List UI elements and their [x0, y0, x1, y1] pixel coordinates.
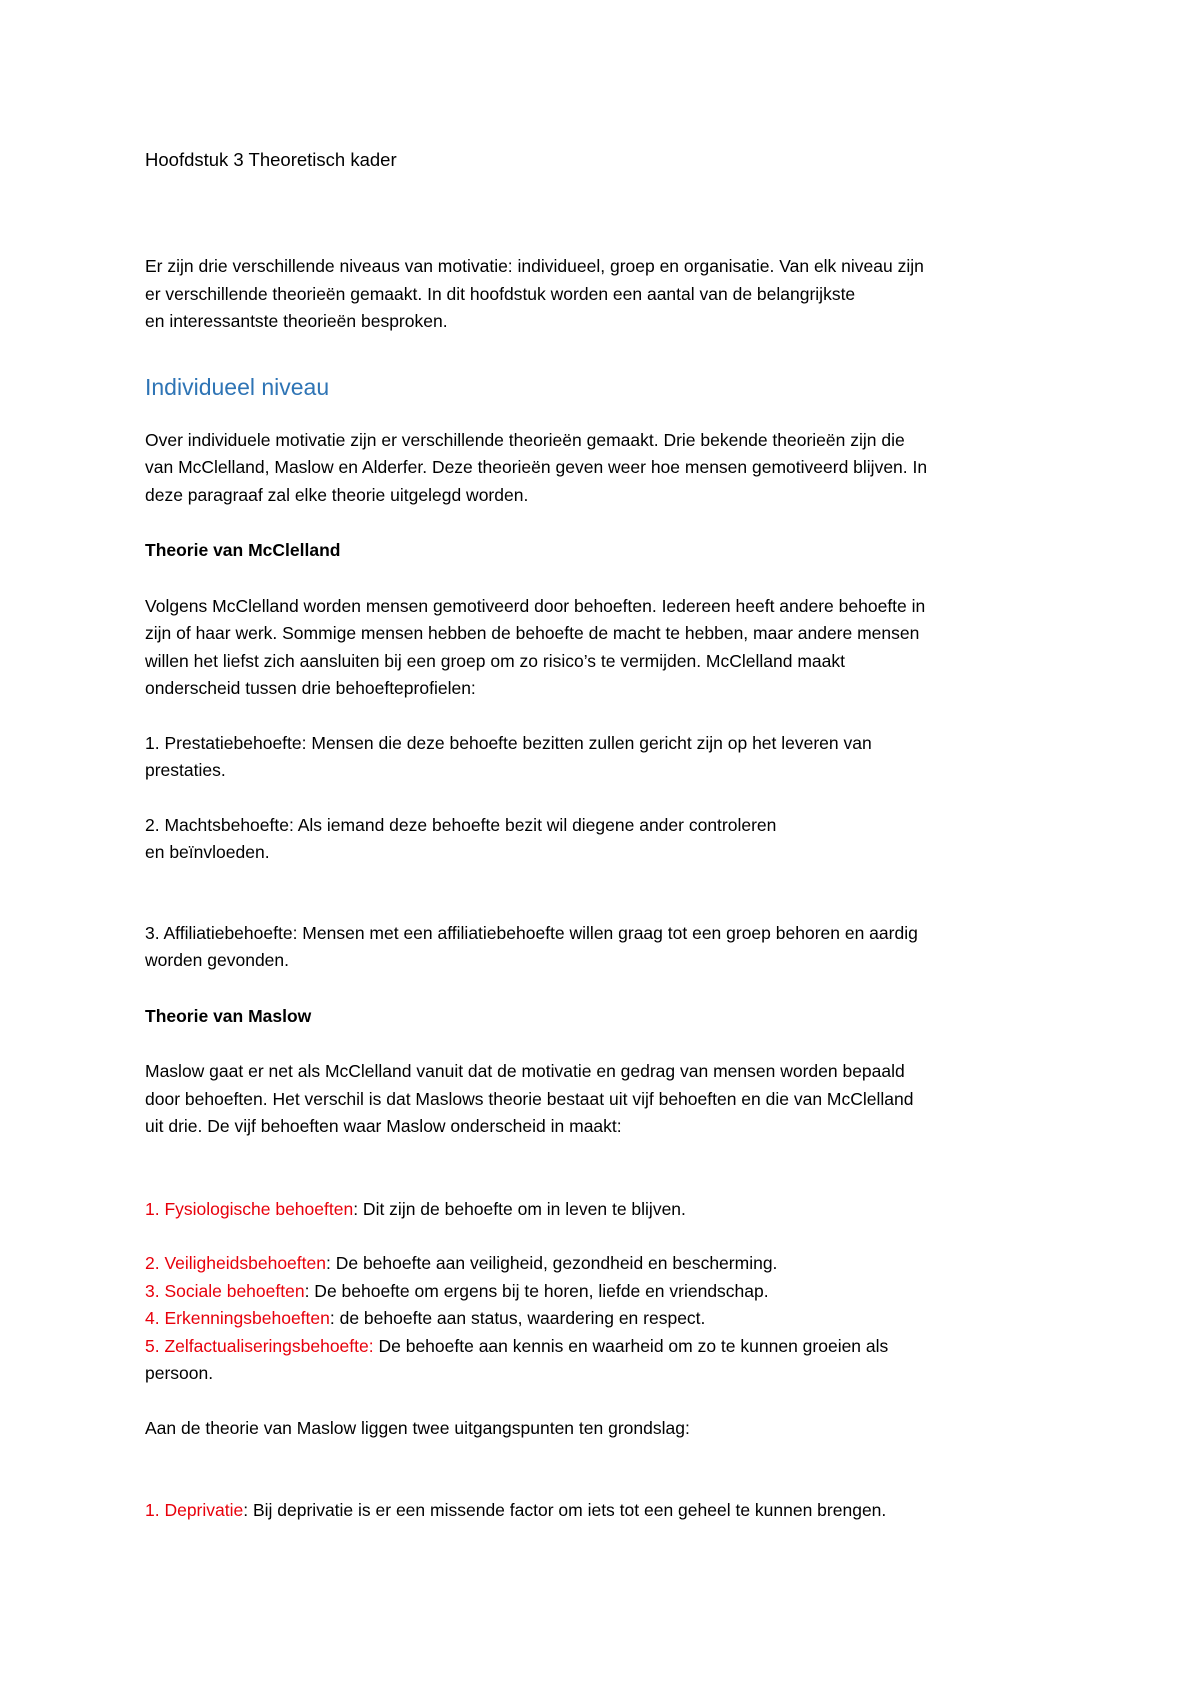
mcclelland-item-affiliatie	[145, 920, 1080, 975]
paragraph-line: Over individuele motivatie zijn er verschillende theorieën gemaakt. Drie bekende theorieën zijn die	[145, 429, 905, 450]
need-text: De behoefte aan kennis en waarheid om zo te kunnen groeien als	[373, 1335, 889, 1356]
paragraph-line: prestaties.	[145, 760, 226, 780]
maslow-needs-list	[145, 1250, 1080, 1388]
maslow-need-1	[145, 1196, 1080, 1224]
paragraph-line: willen het liefst zich aansluiten bij een groep om zo risico’s te vermijden. McClelland maakt	[145, 650, 845, 671]
intro-paragraph	[145, 253, 1080, 336]
need-text: : De behoefte aan veiligheid, gezondheid en bescherming.	[325, 1253, 778, 1273]
intro-line: er verschillende theorieën gemaakt. In dit hoofdstuk worden een aantal van de belangrijkste	[145, 283, 856, 304]
maslow-intro-paragraph	[145, 1058, 1080, 1141]
paragraph-line: uit drie. De vijf behoeften waar Maslow onderscheid in maakt:	[145, 1116, 622, 1136]
maslow-need-5	[145, 1333, 1080, 1361]
mcclelland-heading: Theorie van McClelland	[145, 540, 341, 560]
paragraph-line: onderscheid tussen drie behoefteprofielen:	[145, 678, 476, 698]
paragraph-line: van McClelland, Maslow en Alderfer. Deze theorieën geven weer hoe mensen gemotiveerd blijven. In	[145, 457, 928, 477]
maslow-need-5-continued: persoon.	[145, 1363, 214, 1383]
paragraph-line: en beïnvloeden.	[145, 842, 270, 862]
paragraph-line: Volgens McClelland worden mensen gemotiveerd door behoeften. Iedereen heeft andere behoefte in	[145, 595, 926, 616]
maslow-principles-intro: Aan de theorie van Maslow liggen twee uitgangspunten ten grondslag:	[145, 1417, 690, 1438]
principle-label: 1. Deprivatie	[145, 1500, 244, 1520]
mcclelland-item-macht	[145, 812, 1080, 867]
maslow-heading: Theorie van Maslow	[145, 1005, 312, 1026]
maslow-need-2	[145, 1250, 1080, 1278]
paragraph-line: 2. Machtsbehoefte: Als iemand deze behoefte bezit wil diegene ander controleren	[145, 814, 777, 835]
paragraph-line: deze paragraaf zal elke theorie uitgelegd worden.	[145, 484, 529, 505]
paragraph-line: worden gevonden.	[145, 950, 289, 970]
paragraph-line: Maslow gaat er net als McClelland vanuit dat de motivatie en gedrag van mensen worden bepaald	[145, 1061, 905, 1081]
maslow-need-3	[145, 1278, 1080, 1306]
need-text: : De behoefte om ergens bij te horen, liefde en vriendschap.	[304, 1280, 769, 1301]
need-label: 3. Sociale behoeften	[145, 1280, 305, 1301]
need-label: 4. Erkenningsbehoeften	[145, 1308, 330, 1328]
need-label: 1. Fysiologische behoeften	[145, 1198, 354, 1219]
intro-line: Er zijn drie verschillende niveaus van motivatie: individueel, groep en organisatie. Van elk niveau zijn	[145, 256, 924, 276]
need-label: 5. Zelfactualiseringsbehoefte:	[145, 1335, 374, 1356]
mcclelland-item-prestatie	[145, 730, 1080, 785]
need-text: : de behoefte aan status, waardering en respect.	[329, 1308, 706, 1328]
section-heading-individueel: Individueel niveau	[145, 373, 330, 400]
intro-line: en interessantste theorieën besproken.	[145, 311, 448, 331]
maslow-need-4	[145, 1305, 1080, 1333]
paragraph-line: 1. Prestatiebehoefte: Mensen die deze behoefte bezitten zullen gericht zijn op het leveren van	[145, 732, 872, 753]
need-label: 2. Veiligheidsbehoeften	[145, 1253, 326, 1273]
paragraph-line: zijn of haar werk. Sommige mensen hebben de behoefte de macht te hebben, maar andere mensen	[145, 623, 920, 643]
document-title: Hoofdstuk 3 Theoretisch kader	[145, 149, 397, 170]
mcclelland-intro-paragraph	[145, 593, 1080, 703]
paragraph-line: door behoeften. Het verschil is dat Maslows theorie bestaat uit vijf behoeften en die van McClelland	[145, 1088, 914, 1109]
principle-text: : Bij deprivatie is er een missende factor om iets tot een geheel te kunnen brengen.	[243, 1500, 887, 1520]
individual-intro-paragraph	[145, 427, 1080, 510]
paragraph-line: 3. Affiliatiebehoefte: Mensen met een affiliatiebehoefte willen graag tot een groep behoren en aardig	[145, 922, 918, 943]
maslow-principle-1	[145, 1497, 1080, 1525]
need-text: : Dit zijn de behoefte om in leven te blijven.	[353, 1198, 686, 1219]
